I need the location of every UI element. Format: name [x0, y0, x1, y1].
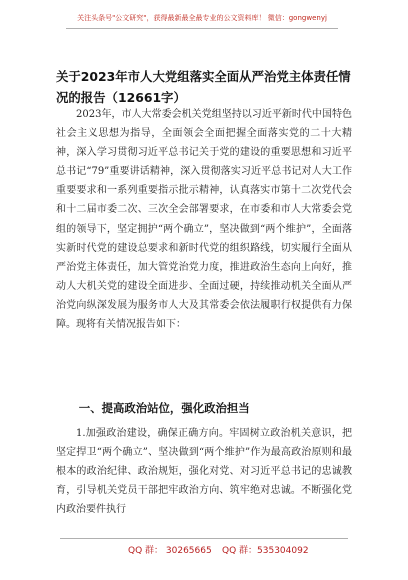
qq-group-1: QQ 群： 30265665 — [128, 546, 212, 556]
footer — [60, 538, 348, 565]
section-heading: 一、提高政治站位，强化政治担当 — [78, 401, 250, 415]
intro-paragraph: 2023年，市人大常委会机关党组坚持以习近平新时代中国特色社会主义思想为指导，全面领会全面把握全面落实党的二十大精神，深入学习贯彻习近平总书记关于党的建设的重要思想和习近平总书记“79”重要讲话精神，深入贯彻落实习近平总书记对人大工作重要要求和一系列重要指示批示精神，认真落实市第十二次党代会和十二届市委二次、三次全会部署要求，在市委和市人大常委会党组的领导下，坚定拥护“两个确立”，坚决做到“两个维护”，全面落实新时代党的建设总要求和新时代党的组织路线，切实履行全面从严治党主体责任，加大管党治党力度，推进政治生态向上向好，推动人大机关党的建设全面进步、全面过硬，持续推动机关全面从严治党向纵深发展为服务市人大及其常委会依法履职行权提供有力保障。现将有关情况报告如下： — [56, 109, 352, 331]
section-paragraph: 1.加强政治建设，确保正确方向。牢固树立政治机关意识，把坚定捍卫“两个确立”、坚决做到“两个维护”作为最高政治原则和最根本的政治纪律、政治规矩，强化对党、对习近平总书记的忠诚教育，引导机关党员干部把牢政治方向、筑牢绝对忠诚。不断强化党内政治要件执行 — [56, 428, 352, 516]
document-title: 关于2023年市人大党组落实全面从严治党主体责任情况的报告（12661字） — [56, 69, 351, 105]
header-banner: 关注头条号"公文研究"，获得最新最全最专业的公文资料库！ 微信：gongwenyj — [66, 12, 338, 29]
qq-group-2: QQ 群：535304092 — [222, 546, 309, 556]
